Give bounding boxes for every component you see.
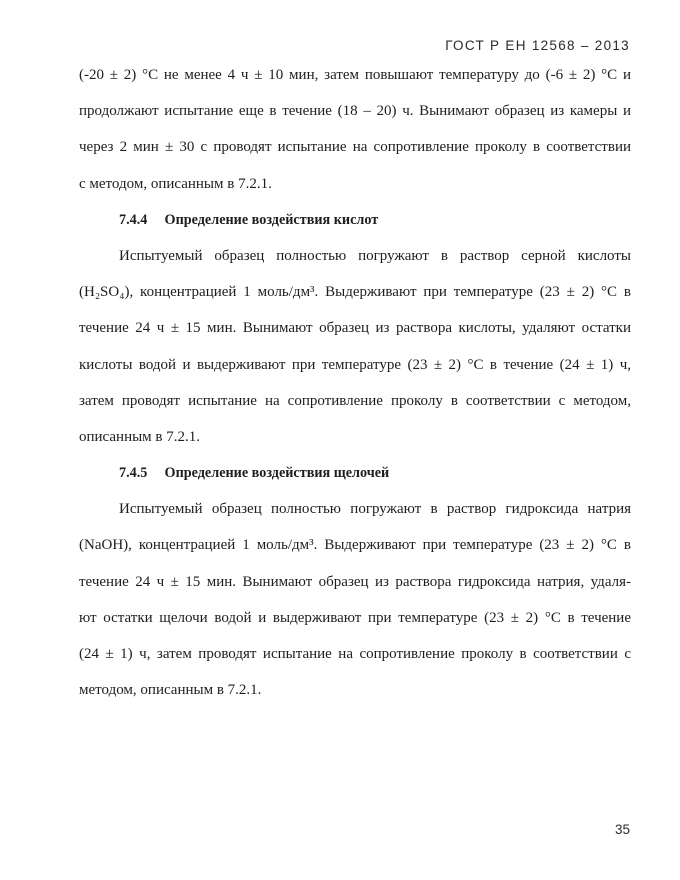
text-line: описанным в 7.2.1. — [79, 428, 201, 445]
section-heading-acids — [79, 202, 631, 238]
paragraph-alkalis — [79, 491, 631, 708]
text-line: течение 24 ч ± 15 мин. Вынимают образец из раствора кислоты, удаляют остатки — [79, 320, 631, 337]
text-line: (24 ± 1) ч, затем проводят испытание на сопротивление проколу в соответствии с — [79, 646, 631, 662]
text-line: (H₂SO₄), концентрацией 1 моль/дм³. Выдерживают при температуре (23 ± 2) °С в — [79, 284, 631, 301]
paragraph-temperature-test — [79, 57, 631, 202]
paragraph-acids — [79, 238, 631, 455]
standard-designation: ГОСТ Р ЕН 12568 – 2013 — [445, 38, 630, 53]
text-line: продолжают испытание еще в течение (18 – 20) ч. Вынимают образец из камеры и — [79, 103, 631, 120]
section-title: Определение воздействия щелочей — [164, 465, 390, 482]
document-body — [79, 57, 631, 708]
section-heading-alkalis — [79, 455, 631, 491]
text-line: ют остатки щелочи водой и выдерживают при температуре (23 ± 2) °С в течение — [79, 609, 631, 626]
section-number: 7.4.5 — [119, 465, 148, 482]
section-title: Определение воздействия кислот — [164, 211, 379, 228]
text-line: Испытуемый образец полностью погружают в раствор гидроксида натрия — [119, 501, 631, 518]
text-line: Испытуемый образец полностью погружают в раствор серной кислоты — [119, 247, 631, 264]
text-line: (-20 ± 2) °С не менее 4 ч ± 10 мин, затем повышают температуру до (-6 ± 2) °С и — [79, 67, 631, 83]
text-line: (NaOH), концентрацией 1 моль/дм³. Выдерживают при температуре (23 ± 2) °С в — [79, 537, 631, 554]
text-line: затем проводят испытание на сопротивление проколу в соответствии с методом, — [79, 392, 631, 409]
text-line: с методом, описанным в 7.2.1. — [79, 175, 272, 192]
page-number: 35 — [614, 822, 630, 837]
text-line: методом, описанным в 7.2.1. — [79, 682, 262, 699]
text-line: кислоты водой и выдерживают при температуре (23 ± 2) °С в течение (24 ± 1) ч, — [79, 356, 631, 373]
text-line: через 2 мин ± 30 с проводят испытание на сопротивление проколу в соответствии — [79, 139, 631, 156]
text-line: течение 24 ч ± 15 мин. Вынимают образец из раствора гидроксида натрия, удаля- — [79, 573, 631, 590]
section-number: 7.4.4 — [119, 211, 148, 228]
